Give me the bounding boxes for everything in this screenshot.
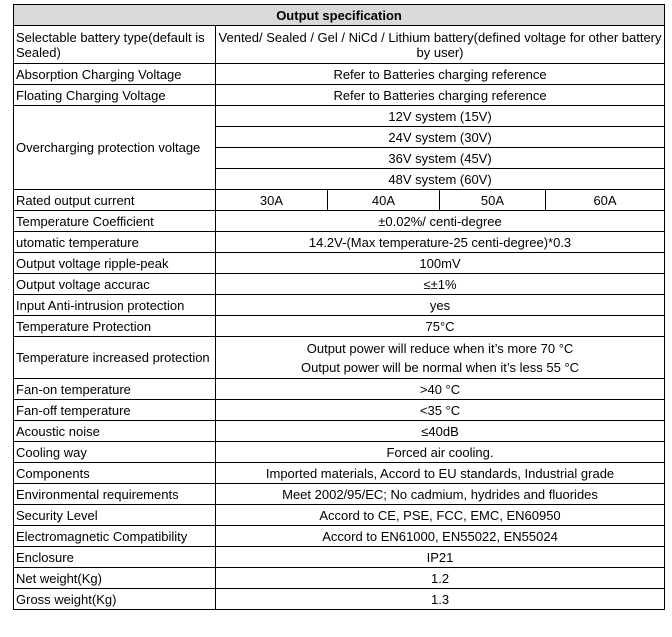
overcharging-value-12v: 12V system (15V) xyxy=(216,106,665,127)
anti-intrusion-label: Input Anti-intrusion protection xyxy=(14,295,216,316)
row-temp-coefficient xyxy=(14,211,665,232)
rated-current-40a: 40A xyxy=(328,190,440,211)
absorption-label: Absorption Charging Voltage xyxy=(14,64,216,85)
row-components xyxy=(14,463,665,484)
accuracy-value: ≤±1% xyxy=(216,274,665,295)
emc-value: Accord to EN61000, EN55022, EN55024 xyxy=(216,526,665,547)
rated-current-60a: 60A xyxy=(546,190,665,211)
row-floating xyxy=(14,85,665,106)
temp-increased-line-2: Output power will be normal when it’s less 55 °C xyxy=(300,359,580,375)
battery-type-label: Selectable battery type(default is Sealed) xyxy=(14,26,216,64)
components-label: Components xyxy=(14,463,216,484)
noise-value: ≤40dB xyxy=(216,421,665,442)
overcharging-value-36v: 36V system (45V) xyxy=(216,148,665,169)
cooling-value: Forced air cooling. xyxy=(216,442,665,463)
row-rated-current xyxy=(14,190,665,211)
enclosure-label: Enclosure xyxy=(14,547,216,568)
net-weight-value: 1.2 xyxy=(216,568,665,589)
rated-current-50a: 50A xyxy=(440,190,546,211)
environmental-label: Environmental requirements xyxy=(14,484,216,505)
temp-increased-line-1: Output power will reduce when it’s more 70 °C xyxy=(306,340,574,356)
row-fan-on xyxy=(14,379,665,400)
overcharging-label: Overcharging protection voltage xyxy=(14,106,216,190)
rated-current-30a: 30A xyxy=(216,190,328,211)
row-auto-temp xyxy=(14,232,665,253)
environmental-value: Meet 2002/95/EC; No cadmium, hydrides and fluorides xyxy=(216,484,665,505)
overcharging-value-24v: 24V system (30V) xyxy=(216,127,665,148)
title-row xyxy=(14,5,665,26)
output-spec-table xyxy=(13,4,665,610)
row-environmental xyxy=(14,484,665,505)
gross-weight-label: Gross weight(Kg) xyxy=(14,589,216,610)
row-temp-protection xyxy=(14,316,665,337)
floating-label: Floating Charging Voltage xyxy=(14,85,216,106)
anti-intrusion-value: yes xyxy=(216,295,665,316)
row-net-weight xyxy=(14,568,665,589)
auto-temp-value: 14.2V-(Max temperature-25 centi-degree)*0.3 xyxy=(216,232,665,253)
accuracy-label: Output voltage accurac xyxy=(14,274,216,295)
temp-protection-label: Temperature Protection xyxy=(14,316,216,337)
floating-value: Refer to Batteries charging reference xyxy=(216,85,665,106)
temp-coefficient-value: ±0.02%/ centi-degree xyxy=(216,211,665,232)
ripple-label: Output voltage ripple-peak xyxy=(14,253,216,274)
absorption-value: Refer to Batteries charging reference xyxy=(216,64,665,85)
net-weight-label: Net weight(Kg) xyxy=(14,568,216,589)
row-security xyxy=(14,505,665,526)
fan-on-value: >40 °C xyxy=(216,379,665,400)
row-absorption xyxy=(14,64,665,85)
temp-increased-value xyxy=(216,337,665,379)
row-enclosure xyxy=(14,547,665,568)
rated-current-label: Rated output current xyxy=(14,190,216,211)
auto-temp-label: utomatic temperature xyxy=(14,232,216,253)
noise-label: Acoustic noise xyxy=(14,421,216,442)
temp-increased-label: Temperature increased protection xyxy=(14,337,216,379)
components-value: Imported materials, Accord to EU standards, Industrial grade xyxy=(216,463,665,484)
security-value: Accord to CE, PSE, FCC, EMC, EN60950 xyxy=(216,505,665,526)
ripple-value: 100mV xyxy=(216,253,665,274)
battery-type-value: Vented/ Sealed / Gel / NiCd / Lithium battery(defined voltage for other battery by user) xyxy=(216,26,665,64)
fan-off-value: <35 °C xyxy=(216,400,665,421)
row-battery-type xyxy=(14,26,665,64)
row-anti-intrusion xyxy=(14,295,665,316)
row-overcharging-1 xyxy=(14,106,665,127)
row-ripple xyxy=(14,253,665,274)
fan-on-label: Fan-on temperature xyxy=(14,379,216,400)
row-accuracy xyxy=(14,274,665,295)
enclosure-value: IP21 xyxy=(216,547,665,568)
cooling-label: Cooling way xyxy=(14,442,216,463)
gross-weight-value: 1.3 xyxy=(216,589,665,610)
row-gross-weight xyxy=(14,589,665,610)
emc-label: Electromagnetic Compatibility xyxy=(14,526,216,547)
temp-coefficient-label: Temperature Coefficient xyxy=(14,211,216,232)
row-temp-increased xyxy=(14,337,665,379)
temp-protection-value: 75°C xyxy=(216,316,665,337)
row-noise xyxy=(14,421,665,442)
security-label: Security Level xyxy=(14,505,216,526)
row-cooling xyxy=(14,442,665,463)
table-title: Output specification xyxy=(14,5,665,26)
overcharging-value-48v: 48V system (60V) xyxy=(216,169,665,190)
row-fan-off xyxy=(14,400,665,421)
fan-off-label: Fan-off temperature xyxy=(14,400,216,421)
row-emc xyxy=(14,526,665,547)
